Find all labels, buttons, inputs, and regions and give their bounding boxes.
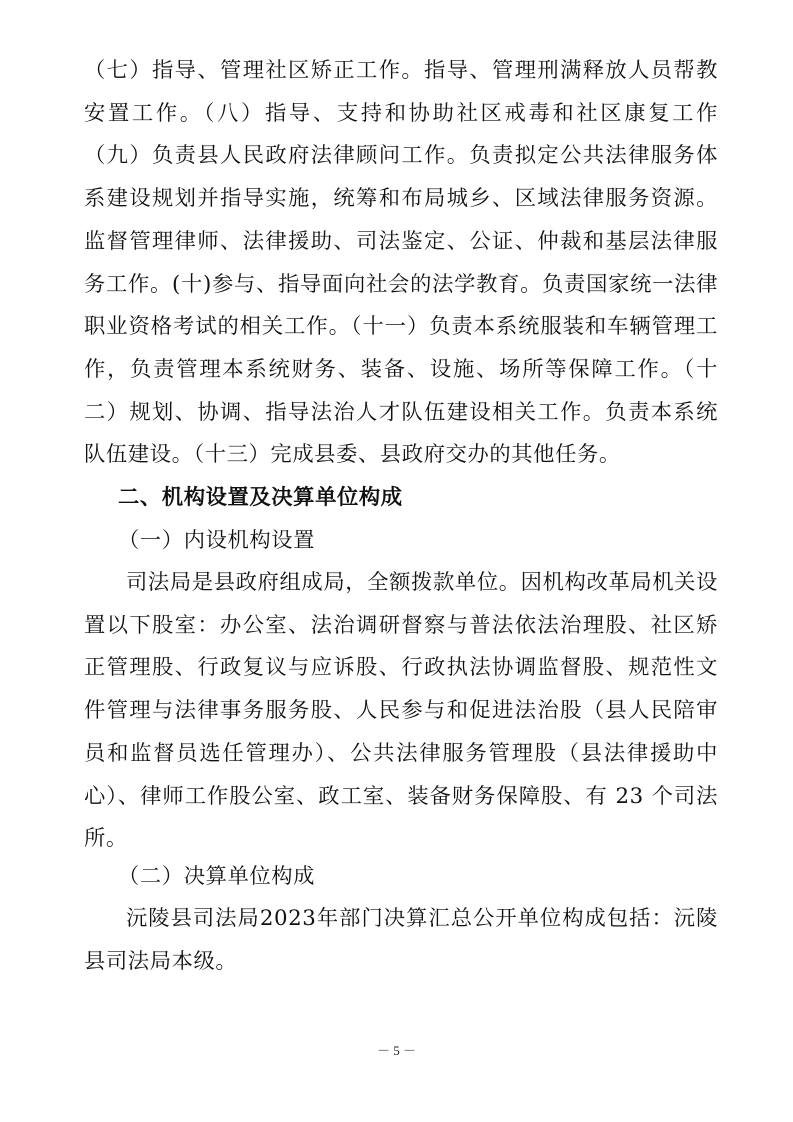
subsection-heading-internal-structure: （一）内设机构设置: [118, 528, 316, 553]
section-heading: 二、机构设置及决算单位构成: [118, 485, 403, 510]
page-number: － 5 －: [376, 1043, 416, 1058]
subsection-heading-budget-units: （二）决算单位构成: [118, 864, 316, 889]
body-paragraph-budget-units: 沅陵县司法局2023年部门决算汇总公开单位构成包括：沅陵县司法局本级。: [84, 906, 718, 974]
body-paragraph-structure: 司法局是县政府组成局，全额拨款单位。因机构改革局机关设置以下股室：办公室、法治调研督察与普法依法治理股、社区矫正管理股、行政复议与应诉股、行政执法协调监督股、规范性文件管理与法律事务服务股、人民参与和促进法治股（县人民陪审员和监督员选任管理办）、公共法律服务管理股（县法律援助中心）、律师工作股公室、政工室、装备财务保障股、有 23 个司法所。: [84, 570, 718, 852]
body-paragraph-duties: （七）指导、管理社区矫正工作。指导、管理刑满释放人员帮教安置工作。（八）指导、支持和协助社区戒毒和社区康复工作（九）负责县人民政府法律顾问工作。负责拟定公共法律服务体系建设规划并指导实施，统筹和布局城乡、区域法律服务资源。监督管理律师、法律援助、司法鉴定、公证、仲裁和基层法律服务工作。(十)参与、指导面向社会的法学教育。负责国家统一法律职业资格考试的相关工作。（十一）负责本系统服装和车辆管理工作，负责管理本系统财务、装备、设施、场所等保障工作。（十二）规划、协调、指导法治人才队伍建设相关工作。负责本系统队伍建设。（十三）完成县委、县政府交办的其他任务。: [84, 58, 718, 468]
